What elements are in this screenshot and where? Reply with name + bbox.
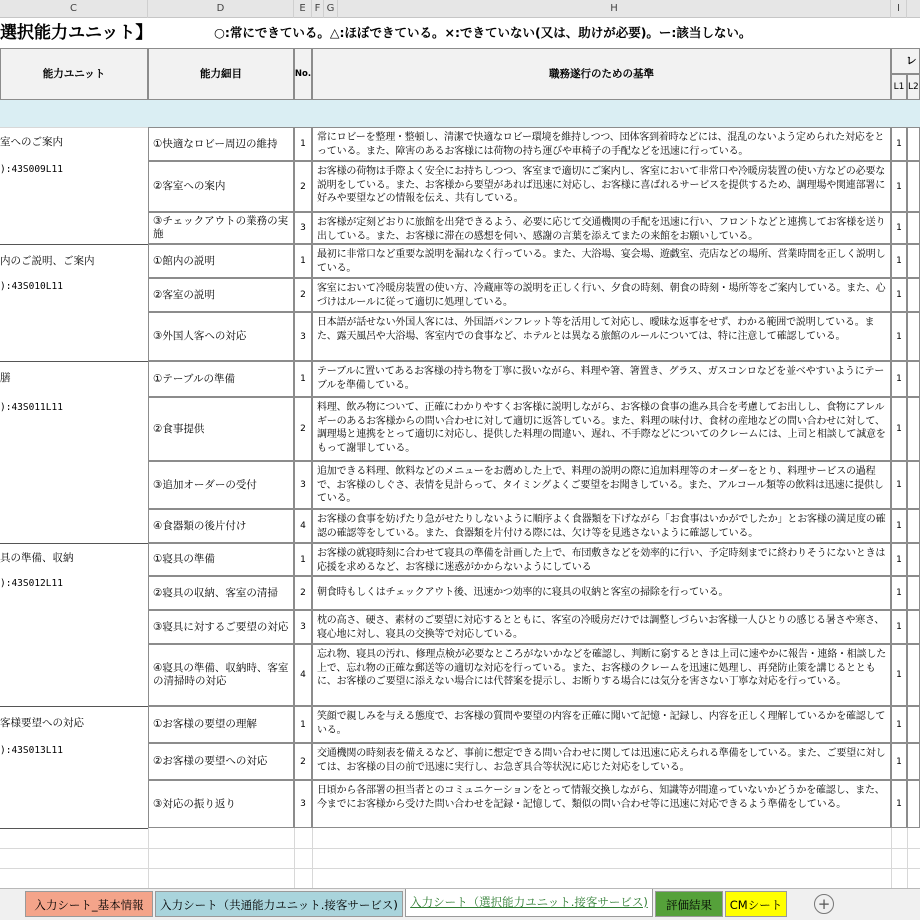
level-cell-l2[interactable] <box>907 397 920 461</box>
column-header-d[interactable]: D <box>148 0 294 18</box>
unit-name[interactable]: 膳 <box>0 372 11 384</box>
no-cell[interactable]: 1 <box>294 543 312 576</box>
header-level[interactable]: レ <box>891 48 920 74</box>
unit-name[interactable]: 内のご説明、ご案内 <box>0 255 95 267</box>
level-cell[interactable]: 1 <box>891 361 907 397</box>
detail-cell[interactable]: ①テーブルの準備 <box>148 361 294 397</box>
level-cell[interactable]: 1 <box>891 278 907 312</box>
no-cell[interactable]: 1 <box>294 127 312 161</box>
level-cell-l2[interactable] <box>907 161 920 212</box>
level-cell[interactable]: 1 <box>891 576 907 610</box>
tab-basic-info[interactable]: 入力シート_基本情報 <box>25 891 153 917</box>
criteria-cell[interactable]: 常にロビーを整理・整頓し、清潔で快適なロビー環境を維持しつつ、団体客到着時などには、混乱のないよう定められた対応をとっている。また、障害のあるお客様には荷物の持ち運びや車椅子の手配などを迅速に行っている。 <box>312 127 891 161</box>
level-cell-l2[interactable] <box>907 509 920 543</box>
criteria-cell[interactable]: 料理、飲み物について、正確にわかりやすくお客様に説明しながら、お客様の食事の進み具合を考慮してお出しし、食物にアレルギーのあるお客様からの問い合わせに対して適切に返答している。また、料理の味付け、食材の産地などの問い合わせに対して、調理場と連携をとって適切に対応し、提供した料理の間違い、遅れ、不手際などについてのクレームには、上司と相談して誠意をもって謝罪している。 <box>312 397 891 461</box>
level-cell[interactable]: 1 <box>891 509 907 543</box>
level-cell-l2[interactable] <box>907 312 920 361</box>
criteria-cell[interactable]: 日本語が話せない外国人客には、外国語パンフレット等を活用して対応し、曖昧な返事をせず、わかる範囲で説明している。また、露天風呂や大浴場、客室内での食事など、ホテルとは異なる旅館のルールについては、特に注意して確認している。 <box>312 312 891 361</box>
detail-cell[interactable]: ③外国人客への対応 <box>148 312 294 361</box>
level-cell-l2[interactable] <box>907 743 920 780</box>
detail-cell[interactable]: ③寝具に対するご要望の対応 <box>148 610 294 644</box>
level-cell[interactable]: 1 <box>891 644 907 706</box>
no-cell[interactable]: 2 <box>294 161 312 212</box>
unit-code[interactable]: ):43S012L11 <box>0 578 63 589</box>
no-cell[interactable]: 1 <box>294 244 312 278</box>
level-cell[interactable]: 1 <box>891 161 907 212</box>
level-cell[interactable]: 1 <box>891 610 907 644</box>
criteria-cell[interactable]: 客室において冷暖房装置の使い方、冷蔵庫等の説明を正しく行い、夕食の時刻、朝食の時刻・場所等をご案内している。また、心づけはルールに従って適切に処理している。 <box>312 278 891 312</box>
no-cell[interactable]: 2 <box>294 278 312 312</box>
column-header-g[interactable]: G <box>324 0 338 18</box>
tab-cm-sheet[interactable]: CMシート <box>725 891 787 917</box>
criteria-cell[interactable]: お客様の荷物は手際よく安全にお持ちしつつ、客室まで適切にご案内し、客室において非常口や冷暖房装置の使い方などの必要な説明をしている。また、お客様から要望があれば迅速に対応し、お客様に喜ばれるサービスを提供するため、調理場や関連部署に好みや要望などの情報を伝え、共有している。 <box>312 161 891 212</box>
detail-cell[interactable]: ①快適なロビー周辺の維持 <box>148 127 294 161</box>
criteria-cell[interactable]: 追加できる料理、飲料などのメニューをお薦めした上で、料理の説明の際に追加料理等のオーダーをとり、料理サービスの過程で、お客様のしぐさ、表情を見計らって、タイミングよくご要望をお聞きしている。また、アルコール類等の飲料は迅速に提供している。 <box>312 461 891 509</box>
detail-cell[interactable]: ④食器類の後片付け <box>148 509 294 543</box>
level-cell-l2[interactable] <box>907 780 920 828</box>
detail-cell[interactable]: ④寝具の準備、収納時、客室の清掃時の対応 <box>148 644 294 706</box>
criteria-cell[interactable]: 日頃から各部署の担当者とのコミュニケーションをとって情報交換しながら、知識等が間違っていないかどうかを確認し、また、今までにお客様から受けた問い合わせを記録・記憶して、類似の問い合わせ等に迅速に対応できるよう準備をしている。 <box>312 780 891 828</box>
level-cell[interactable]: 1 <box>891 461 907 509</box>
level-cell[interactable]: 1 <box>891 706 907 743</box>
criteria-cell[interactable]: お客様が定刻どおりに旅館を出発できるよう、必要に応じて交通機関の手配を迅速に行い、フロントなどと連携してお客様を送り出している。また、お客様に滞在の感想を伺い、感謝の言葉を添えてまたの来館をお願いしている。 <box>312 212 891 244</box>
level-cell-l2[interactable] <box>907 610 920 644</box>
legend-text: ○:常にできている。△:ほぼできている。×:できていない(又は、助けが必要)。ー:該当しない。 <box>214 25 752 40</box>
column-header-h[interactable]: H <box>338 0 891 18</box>
detail-cell[interactable]: ②お客様の要望への対応 <box>148 743 294 780</box>
no-cell[interactable]: 4 <box>294 644 312 706</box>
level-cell[interactable]: 1 <box>891 743 907 780</box>
criteria-cell[interactable]: 笑顔で親しみを与える態度で、お客様の質問や要望の内容を正確に聞いて記憶・記録し、内容を正しく理解しているかを確認している。 <box>312 706 891 743</box>
column-header-bar <box>0 0 920 18</box>
no-cell[interactable]: 2 <box>294 576 312 610</box>
sheet-tab-bar <box>0 888 920 920</box>
no-cell[interactable]: 3 <box>294 780 312 828</box>
detail-cell[interactable]: ②客室への案内 <box>148 161 294 212</box>
detail-cell[interactable]: ①寝具の準備 <box>148 543 294 576</box>
level-cell-l2[interactable] <box>907 644 920 706</box>
criteria-cell[interactable]: 枕の高さ、硬さ、素材のご要望に対応するとともに、客室の冷暖房だけでは調整しづらいお客様一人ひとりの感じる暑さや寒さ、寝心地に対し、寝具の交換等で対応している。 <box>312 610 891 644</box>
level-cell[interactable]: 1 <box>891 543 907 576</box>
level-cell-l2[interactable] <box>907 543 920 576</box>
no-cell[interactable]: 2 <box>294 397 312 461</box>
detail-cell[interactable]: ②寝具の収納、客室の清掃 <box>148 576 294 610</box>
header-l2[interactable]: L2 <box>907 74 920 100</box>
criteria-cell[interactable]: お客様の就寝時刻に合わせて寝具の準備を計画した上で、布団敷きなどを効率的に行い、予定時刻までに終わりそうにないときは応援を求めるなど、お客様に迷惑がかからないようにしている <box>312 543 891 576</box>
level-cell-l2[interactable] <box>907 706 920 743</box>
no-cell[interactable]: 3 <box>294 610 312 644</box>
no-cell[interactable]: 1 <box>294 361 312 397</box>
unit-code[interactable]: ):43S013L11 <box>0 745 63 756</box>
unit-name[interactable]: 室へのご案内 <box>0 136 63 148</box>
section-band <box>0 100 920 127</box>
no-cell[interactable]: 3 <box>294 312 312 361</box>
unit-code[interactable]: ):43S011L11 <box>0 402 63 413</box>
level-cell-l2[interactable] <box>907 461 920 509</box>
header-no[interactable]: No. <box>294 48 312 100</box>
unit-name[interactable]: 客様要望への対応 <box>0 717 84 729</box>
criteria-cell[interactable]: 忘れ物、寝具の汚れ、修理点検が必要なところがないかなどを確認し、判断に窮するときは上司に速やかに報告・連絡・相談した上で、忘れ物の正確な郵送等の適切な対応を行っている。また、お客様のクレームを迅速に処理し、再発防止策を講じるとともに、お客様のご要望に添えない場合には代替案を提示し、お断りする場合には気分を害さない丁寧な対応を行っている。 <box>312 644 891 706</box>
no-cell[interactable]: 1 <box>294 706 312 743</box>
level-cell-l2[interactable] <box>907 212 920 244</box>
sheet-grid <box>0 18 920 888</box>
unit-code[interactable]: ):43S010L11 <box>0 281 63 292</box>
criteria-cell[interactable]: 交通機関の時刻表を備えるなど、事前に想定できる問い合わせに関しては迅速に応えられる準備をしている。また、ご要望に対しては、お客様の目の前で迅速に実行し、お急ぎ具合等状況に応じた対応をしている。 <box>312 743 891 780</box>
criteria-cell[interactable]: テーブルに置いてあるお客様の持ち物を丁寧に扱いながら、料理や箸、箸置き、グラス、ガスコンロなどを並べやすいようにテーブルを準備している。 <box>312 361 891 397</box>
header-detail[interactable]: 能力細目 <box>148 48 294 100</box>
detail-cell[interactable]: ③対応の振り返り <box>148 780 294 828</box>
no-cell[interactable]: 3 <box>294 461 312 509</box>
unit-code[interactable]: ):43S009L11 <box>0 164 63 175</box>
level-cell[interactable]: 1 <box>891 780 907 828</box>
unit-name[interactable]: 具の準備、収納 <box>0 552 74 564</box>
detail-cell[interactable]: ③追加オーダーの受付 <box>148 461 294 509</box>
level-cell[interactable]: 1 <box>891 397 907 461</box>
detail-cell[interactable]: ①館内の説明 <box>148 244 294 278</box>
column-header-j[interactable] <box>907 0 920 18</box>
detail-cell[interactable]: ③チェックアウトの業務の実施 <box>148 212 294 244</box>
level-cell-l2[interactable] <box>907 278 920 312</box>
level-cell[interactable]: 1 <box>891 244 907 278</box>
no-cell[interactable]: 2 <box>294 743 312 780</box>
level-cell-l2[interactable] <box>907 361 920 397</box>
tab-common-units[interactable]: 入力シート（共通能力ユニット.接客サービス) <box>155 891 403 917</box>
criteria-cell[interactable]: 朝食時もしくはチェックアウト後、迅速かつ効率的に寝具の収納と客室の掃除を行っている。 <box>312 576 891 610</box>
no-cell[interactable]: 3 <box>294 212 312 244</box>
column-header-f[interactable]: F <box>312 0 324 18</box>
column-header-e[interactable]: E <box>294 0 312 18</box>
detail-cell[interactable]: ②食事提供 <box>148 397 294 461</box>
no-cell[interactable]: 4 <box>294 509 312 543</box>
column-header-i[interactable]: I <box>891 0 907 18</box>
level-cell[interactable]: 1 <box>891 212 907 244</box>
level-cell-l2[interactable] <box>907 244 920 278</box>
criteria-cell[interactable]: お客様の食事を妨げたり急がせたりしないように順序よく食器類を下げながら「お食事はいかがでしたか」とお客様の満足度の確認の確認等をしている。また、食器類を片付ける際には、欠け等を見逃さないように確認している。 <box>312 509 891 543</box>
criteria-cell[interactable]: 最初に非常口など重要な説明を漏れなく行っている。また、大浴場、宴会場、遊戯室、売店などの場所、営業時間を正しく説明している。 <box>312 244 891 278</box>
level-cell[interactable]: 1 <box>891 312 907 361</box>
header-l1[interactable]: L1 <box>891 74 907 100</box>
detail-cell[interactable]: ①お客様の要望の理解 <box>148 706 294 743</box>
level-cell[interactable]: 1 <box>891 127 907 161</box>
header-unit[interactable]: 能力ユニット <box>0 48 148 100</box>
header-criteria[interactable]: 職務遂行のための基準 <box>312 48 891 100</box>
level-cell-l2[interactable] <box>907 576 920 610</box>
column-header-c[interactable]: C <box>0 0 148 18</box>
detail-cell[interactable]: ②客室の説明 <box>148 278 294 312</box>
tab-selected-units[interactable]: 入力シート（選択能力ユニット.接客サービス) <box>405 889 653 917</box>
sheet-title: 選択能力ユニット】 <box>0 23 153 43</box>
level-cell-l2[interactable] <box>907 127 920 161</box>
tab-evaluation[interactable]: 評価結果 <box>655 891 723 917</box>
add-sheet-button[interactable]: + <box>814 894 834 914</box>
